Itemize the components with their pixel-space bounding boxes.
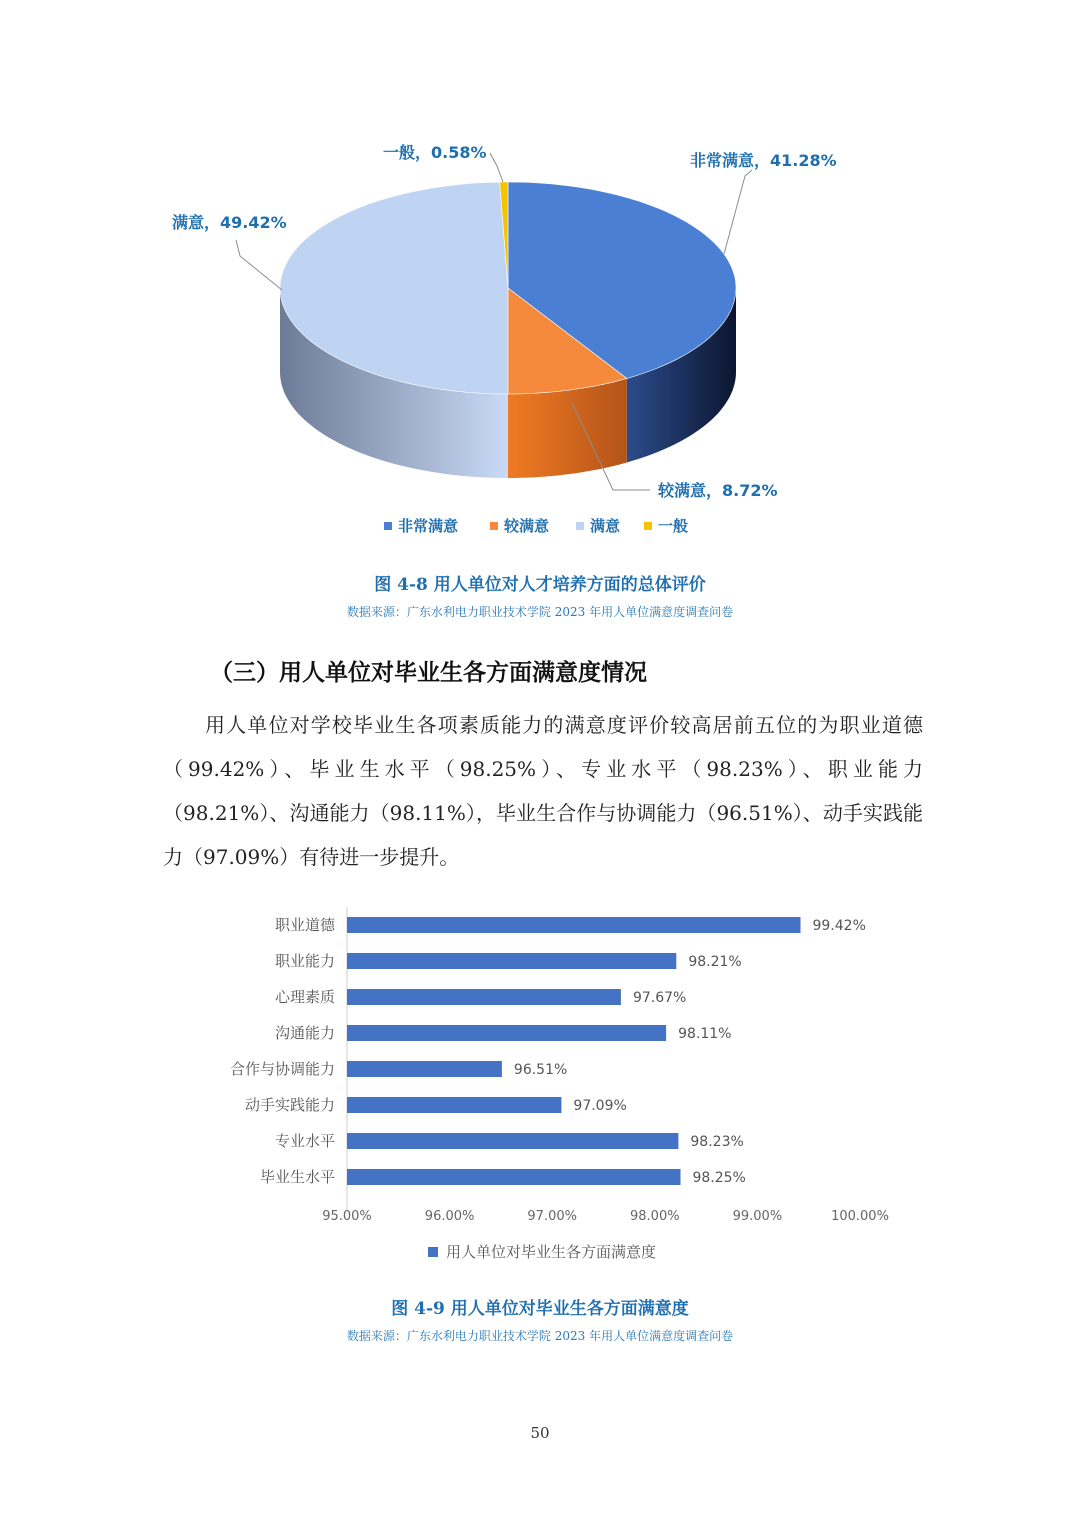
bar-category-心理素质: 心理素质	[274, 988, 335, 1006]
pie-legend-swatch-满意	[576, 522, 584, 530]
pie-label-较满意: 较满意，8.72%	[658, 481, 778, 500]
bar-value-label-职业能力: 98.21%	[688, 954, 742, 970]
bar-职业能力	[347, 953, 676, 969]
bar-合作与协调能力	[347, 1061, 502, 1077]
pie-legend-label-满意: 满意	[590, 517, 621, 535]
bar-category-动手实践能力: 动手实践能力	[244, 1096, 335, 1114]
bar-沟通能力	[347, 1025, 666, 1041]
bar-legend-swatch	[428, 1247, 438, 1257]
bar-value-label-专业水平: 98.23%	[690, 1134, 744, 1150]
bar-专业水平	[347, 1133, 678, 1149]
pie-label-一般: 一般，0.58%	[383, 143, 487, 162]
bar-value-label-毕业生水平: 98.25%	[692, 1170, 746, 1186]
bar-x-tick-0: 95.00%	[322, 1209, 372, 1224]
figure-4-9-source: 数据来源：广东水利电力职业技术学院 2023 年用人单位满意度调查问卷	[346, 1329, 734, 1343]
bar-category-职业道德: 职业道德	[274, 916, 335, 934]
bar-动手实践能力	[347, 1097, 561, 1113]
page-number: 50	[530, 1424, 550, 1442]
bar-category-职业能力: 职业能力	[274, 952, 335, 970]
satisfaction-pie-chart	[0, 120, 1080, 560]
bar-x-tick-3: 98.00%	[630, 1209, 680, 1224]
pie-leader-line-0	[724, 170, 752, 254]
section-heading: （三）用人单位对毕业生各方面满意度情况	[210, 660, 647, 686]
bar-value-label-沟通能力: 98.11%	[678, 1026, 732, 1042]
pie-label-非常满意: 非常满意，41.28%	[690, 151, 837, 170]
bar-x-tick-1: 96.00%	[424, 1209, 475, 1224]
pie-leader-line-2	[236, 240, 282, 290]
bar-x-tick-4: 99.00%	[732, 1209, 783, 1224]
bar-value-label-动手实践能力: 97.09%	[573, 1098, 627, 1114]
pie-legend-label-一般: 一般	[658, 517, 689, 535]
pie-legend-swatch-较满意	[490, 522, 498, 530]
section-paragraph: 用人单位对学校毕业生各项素质能力的满意度评价较高居前五位的为职业道德（99.42%）、毕业生水平（98.25%）、专业水平（98.23%）、职业能力（98.21%）、沟通能力（98.11%），毕业生合作与协调能力（96.51%）、动手实践能力（97.09%）有待进一步提升。	[163, 713, 923, 869]
bar-x-tick-5: 100.00%	[831, 1209, 889, 1224]
figure-4-8-source: 数据来源：广东水利电力职业技术学院 2023 年用人单位满意度调查问卷	[346, 605, 734, 619]
bar-x-tick-2: 97.00%	[527, 1209, 577, 1224]
satisfaction-bar-chart	[0, 895, 1080, 1280]
pie-legend-swatch-非常满意	[384, 522, 392, 530]
bar-职业道德	[347, 917, 801, 933]
bar-value-label-职业道德: 99.42%	[812, 918, 866, 934]
bar-毕业生水平	[347, 1169, 681, 1185]
figure-4-8-caption: 图 4-8 用人单位对人才培养方面的总体评价	[374, 575, 706, 595]
bar-value-label-心理素质: 97.67%	[632, 990, 687, 1006]
bar-legend-label: 用人单位对毕业生各方面满意度	[446, 1243, 657, 1261]
pie-legend-label-非常满意: 非常满意	[398, 517, 459, 535]
pie-label-满意: 满意，49.42%	[172, 213, 287, 232]
pie-legend-swatch-一般	[644, 522, 652, 530]
bar-心理素质	[347, 989, 621, 1005]
bar-category-专业水平: 专业水平	[274, 1132, 335, 1150]
bar-category-合作与协调能力: 合作与协调能力	[229, 1060, 335, 1078]
bar-category-毕业生水平: 毕业生水平	[259, 1168, 335, 1186]
figure-4-9-caption: 图 4-9 用人单位对毕业生各方面满意度	[391, 1299, 689, 1319]
pie-legend-label-较满意: 较满意	[504, 517, 550, 535]
bar-value-label-合作与协调能力: 96.51%	[513, 1062, 568, 1078]
bar-category-沟通能力: 沟通能力	[274, 1024, 335, 1042]
pie-leader-line-3	[490, 153, 503, 182]
